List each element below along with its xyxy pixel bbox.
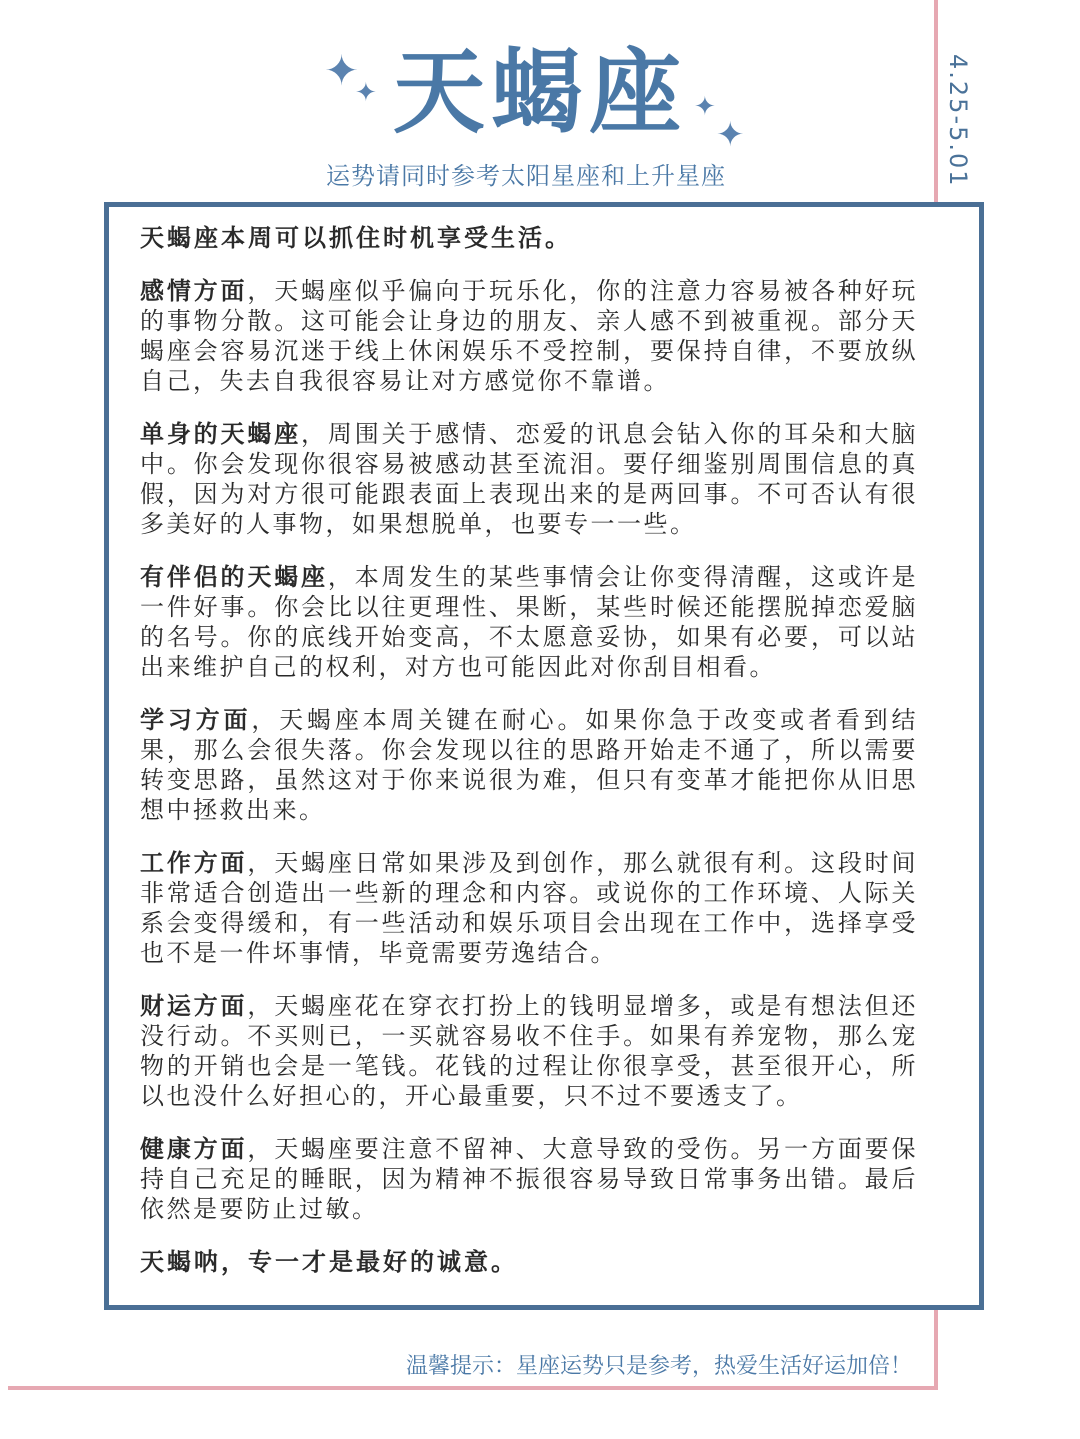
section-heading: 单身的天蝎座 <box>140 420 302 448</box>
pink-horizontal-line <box>8 1386 938 1390</box>
sparkle-icon: ✦ <box>324 46 360 95</box>
section-heading: 工作方面 <box>140 849 248 877</box>
sparkle-icon: ✦ <box>716 115 745 155</box>
footer-tip: 温馨提示：星座运势只是参考，热爱生活好运加倍！ <box>405 1354 912 1379</box>
section-single <box>140 419 918 539</box>
section-text: ，天蝎座花在穿衣打扮上的钱明显增多，或是有想法但还没行动。不买则已，一买就容易收不住手。如果有养宠物，那么宠物的开销也会是一笔钱。花钱的过程让你很享受，甚至很开心，所以也没什么好担心的，开心最重要，只不过不要透支了。 <box>140 992 919 1110</box>
horoscope-card <box>104 202 984 1310</box>
section-love <box>140 276 918 396</box>
section-heading: 感情方面 <box>140 277 248 305</box>
section-text: ，周围关于感情、恋爱的讯息会钻入你的耳朵和大脑中。你会发现你很容易被感动甚至流泪。要仔细鉴别周围信息的真假，因为对方很可能跟表面上表现出来的是两回事。不可否认有很多美好的人事物，如果想脱单，也要专一一些。 <box>140 420 919 538</box>
page-title: 天蝎座 <box>392 39 687 146</box>
section-text: ，天蝎座本周关键在耐心。如果你急于改变或者看到结果，那么会很失落。你会发现以往的思路开始走不通了，所以需要转变思路，虽然这对于你来说很为难，但只有变革才能把你从旧思想中拯救出来。 <box>140 706 919 824</box>
section-text: ，天蝎座要注意不留神、大意导致的受伤。另一方面要保持自己充足的睡眠，因为精神不振很容易导致日常事务出错。最后依然是要防止过敏。 <box>140 1135 919 1223</box>
sparkle-icon: ✦ <box>355 78 377 108</box>
closing-line: 天蝎呐，专一才是最好的诚意。 <box>140 1248 518 1276</box>
section-study <box>140 705 918 825</box>
section-heading: 有伴侣的天蝎座 <box>140 563 328 591</box>
section-work <box>140 848 918 968</box>
section-partnered <box>140 562 918 682</box>
section-wealth <box>140 991 918 1111</box>
horoscope-content <box>140 223 918 1300</box>
section-heading: 学习方面 <box>140 706 252 734</box>
section-text: ，本周发生的某些事情会让你变得清醒，这或许是一件好事。你会比以往更理性、果断，某些时候还能摆脱掉恋爱脑的名号。你的底线开始变高，不太愿意妥协，如果有必要，可以站出来维护自己的权利，对方也可能因此对你刮目相看。 <box>140 563 918 681</box>
section-heading: 健康方面 <box>140 1135 248 1163</box>
date-range-label: 4.25-5.01 <box>944 54 972 188</box>
intro-line: 天蝎座本周可以抓住时机享受生活。 <box>140 224 572 252</box>
section-health <box>140 1134 918 1224</box>
section-text: ，天蝎座日常如果涉及到创作，那么就很有利。这段时间非常适合创造出一些新的理念和内容。或说你的工作环境、人际关系会变得缓和，有一些活动和娱乐项目会出现在工作中，选择享受也不是一件坏事情，毕竟需要劳逸结合。 <box>140 849 919 967</box>
sparkle-icon: ✦ <box>694 92 716 122</box>
section-heading: 财运方面 <box>140 992 248 1020</box>
page-subtitle: 运势请同时参考太阳星座和上升星座 <box>326 162 726 190</box>
section-text: ，天蝎座似乎偏向于玩乐化，你的注意力容易被各种好玩的事物分散。这可能会让身边的朋友、亲人感不到被重视。部分天蝎座会容易沉迷于线上休闲娱乐不受控制，要保持自律，不要放纵自己，失去自我很容易让对方感觉你不靠谱。 <box>140 277 919 395</box>
